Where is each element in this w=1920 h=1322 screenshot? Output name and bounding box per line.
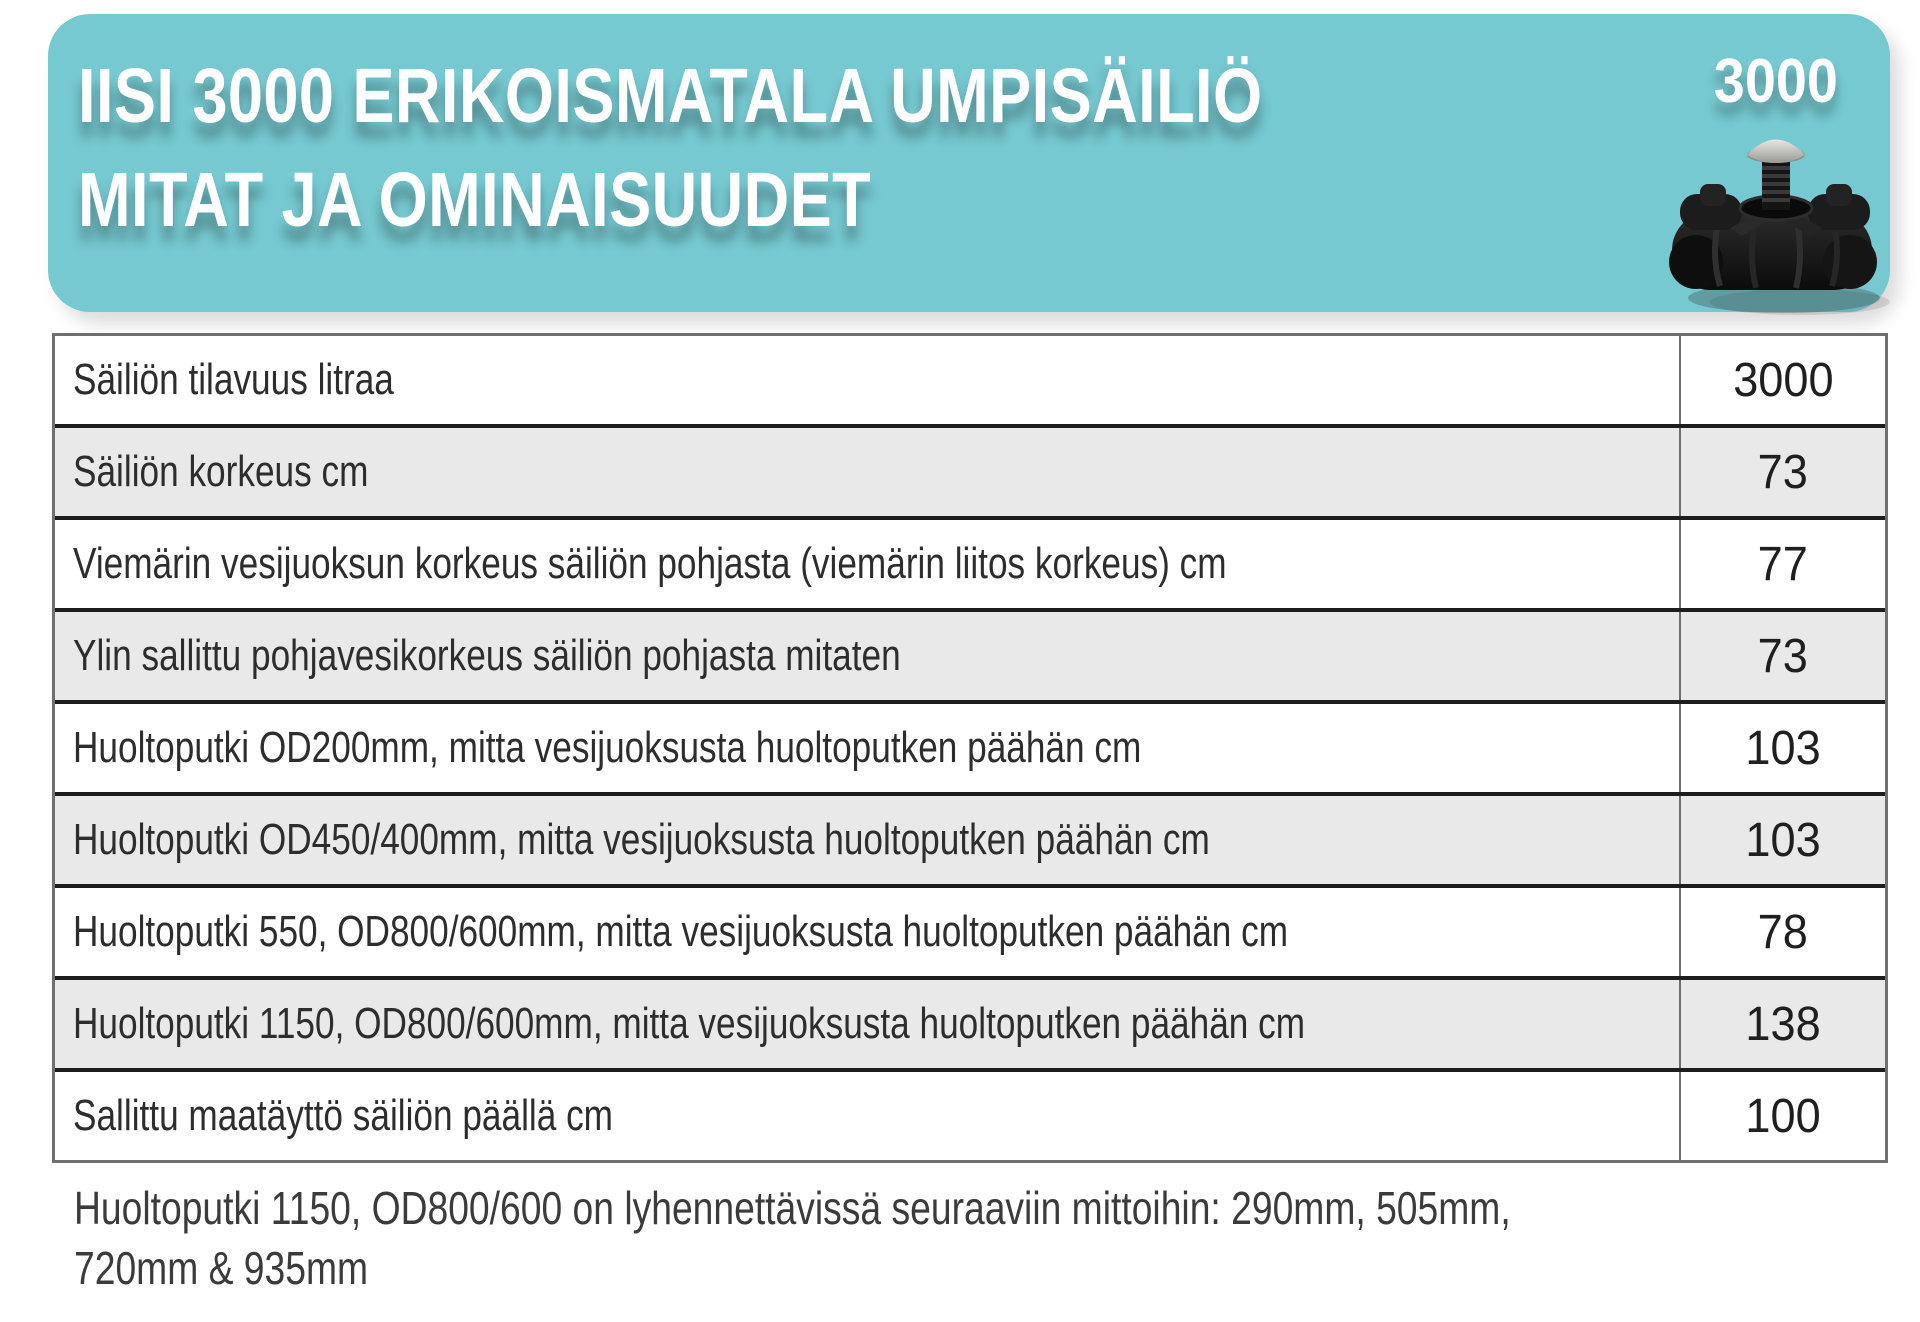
page-title-line2: MITAT JA OMINAISUUDET bbox=[78, 157, 872, 243]
spec-label-cell bbox=[55, 612, 1679, 700]
spec-value: 103 bbox=[1745, 721, 1821, 775]
spec-value: 78 bbox=[1757, 905, 1809, 959]
table-row bbox=[55, 336, 1885, 424]
spec-value: 73 bbox=[1757, 629, 1809, 683]
spec-value: 100 bbox=[1745, 1089, 1821, 1143]
spec-value-cell bbox=[1679, 336, 1885, 424]
spec-label: Huoltoputki 1150, OD800/600mm, mitta vesijuoksusta huoltoputken päähän cm bbox=[73, 999, 1306, 1048]
spec-table bbox=[52, 333, 1888, 1163]
page-title-line1: IISI 3000 ERIKOISMATALA UMPISÄILIÖ bbox=[78, 53, 1263, 139]
spec-value-cell bbox=[1679, 704, 1885, 792]
footnote-line1: Huoltoputki 1150, OD800/600 on lyhennettävissä seuraaviin mittoihin: 290mm, 505mm, bbox=[74, 1182, 1511, 1234]
spec-label-cell bbox=[55, 796, 1679, 884]
spec-label: Sallittu maatäyttö säiliön päällä cm bbox=[73, 1091, 613, 1140]
spec-label-cell bbox=[55, 980, 1679, 1068]
spec-value-cell bbox=[1679, 888, 1885, 976]
spec-label: Säiliön tilavuus litraa bbox=[73, 355, 394, 404]
spec-label: Huoltoputki 550, OD800/600mm, mitta vesijuoksusta huoltoputken päähän cm bbox=[73, 907, 1289, 956]
table-row bbox=[55, 976, 1885, 1068]
spec-label: Ylin sallittu pohjavesikorkeus säiliön pohjasta mitaten bbox=[73, 631, 901, 680]
spec-label: Huoltoputki OD200mm, mitta vesijuoksusta huoltoputken päähän cm bbox=[73, 723, 1142, 772]
spec-value-cell bbox=[1679, 1072, 1885, 1160]
footnote bbox=[74, 1178, 1848, 1298]
spec-label: Huoltoputki OD450/400mm, mitta vesijuoksusta huoltoputken päähän cm bbox=[73, 815, 1210, 864]
spec-value: 73 bbox=[1757, 445, 1809, 499]
spec-value-cell bbox=[1679, 428, 1885, 516]
spec-label-cell bbox=[55, 428, 1679, 516]
spec-label-cell bbox=[55, 704, 1679, 792]
spec-value-cell bbox=[1679, 612, 1885, 700]
model-number-badge: 3000 bbox=[1713, 47, 1838, 116]
table-row bbox=[55, 792, 1885, 884]
spec-label: Säiliön korkeus cm bbox=[73, 447, 369, 496]
spec-value-cell bbox=[1679, 980, 1885, 1068]
spec-label-cell bbox=[55, 1072, 1679, 1160]
spec-value-cell bbox=[1679, 520, 1885, 608]
spec-label-cell bbox=[55, 336, 1679, 424]
header-banner bbox=[48, 14, 1890, 312]
table-row bbox=[55, 1068, 1885, 1160]
spec-value: 138 bbox=[1745, 997, 1821, 1051]
spec-label: Viemärin vesijuoksun korkeus säiliön pohjasta (viemärin liitos korkeus) cm bbox=[73, 539, 1227, 588]
table-row bbox=[55, 608, 1885, 700]
tank-product-image bbox=[1660, 132, 1892, 320]
table-row bbox=[55, 516, 1885, 608]
spec-value: 77 bbox=[1757, 537, 1809, 591]
table-row bbox=[55, 700, 1885, 792]
spec-label-cell bbox=[55, 520, 1679, 608]
spec-value: 103 bbox=[1745, 813, 1821, 867]
spec-value: 3000 bbox=[1732, 353, 1834, 407]
spec-value-cell bbox=[1679, 796, 1885, 884]
table-row bbox=[55, 424, 1885, 516]
page-title bbox=[78, 44, 1523, 252]
table-row bbox=[55, 884, 1885, 976]
footnote-line2: 720mm & 935mm bbox=[74, 1242, 369, 1294]
spec-label-cell bbox=[55, 888, 1679, 976]
